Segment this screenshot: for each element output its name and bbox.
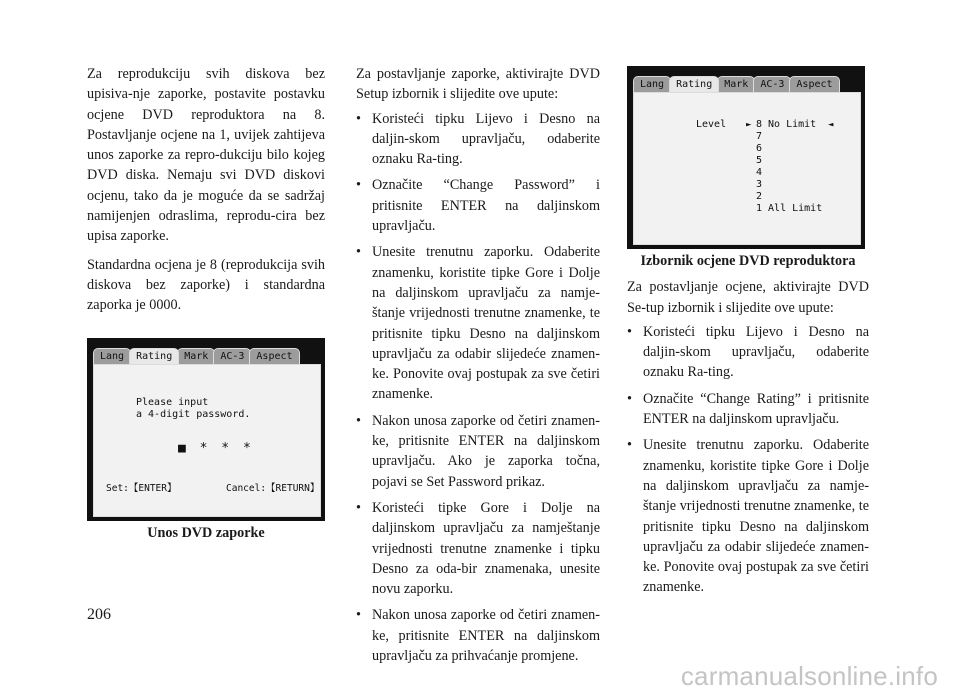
list-item: • Označite “Change Password” i pritisnite ENTER na daljinskom upravljaču. bbox=[356, 177, 600, 235]
tab-aspect[interactable]: Aspect bbox=[249, 348, 299, 364]
caption-password-entry: Unos DVD zaporke bbox=[147, 524, 265, 541]
figure-password-entry bbox=[87, 338, 325, 543]
list-item: • Koristeći tipku Lijevo i Desno na daljin-skom upravljaču, odaberite oznaku Ra-ting. bbox=[356, 110, 600, 168]
list-item: • Označite “Change Rating” i pritisnite ENTER na daljinskom upravljaču. bbox=[627, 390, 869, 428]
password-intro: Za postavljanje zaporke, aktivirajte DVD Setup izbornik i slijedite ove upute: bbox=[356, 66, 600, 103]
password-digits[interactable]: ■ * * * bbox=[178, 440, 254, 456]
rating-option-8[interactable]: 8 No Limit bbox=[756, 119, 817, 130]
rating-intro: Za postavljanje ocjene, aktivirajte DVD Se-tup izbornik i slijedite ove upute: bbox=[627, 279, 869, 316]
rating-option-1[interactable]: 1 All Limit bbox=[756, 203, 823, 214]
tab-ac3[interactable]: AC-3 bbox=[753, 76, 791, 92]
rating-option-6[interactable]: 6 bbox=[756, 143, 763, 154]
rating-option-2[interactable]: 2 bbox=[756, 191, 763, 202]
tab-bar bbox=[93, 348, 298, 364]
rating-panel bbox=[633, 92, 861, 245]
rating-screen bbox=[627, 66, 865, 249]
column-left bbox=[87, 64, 325, 543]
paragraph-rating-info: Za reprodukciju svih diskova bez upisiva-nje zaporke, postavite postavku ocjene DVD reproduktora na 8. Postavljanje ocjene na 1, uvijek zahtijeva unos zaporke za repro-dukciju bilo kojeg DVD diska. Nemaju svi DVD diskovi ocjenu, tako da je moguće da se sadržaj namijenjen odraslima, reprodu-cira bez upisa zaporke. bbox=[87, 66, 325, 245]
level-label: Level bbox=[696, 119, 727, 130]
column-middle bbox=[356, 64, 600, 672]
password-screen bbox=[87, 338, 325, 521]
tab-aspect[interactable]: Aspect bbox=[789, 76, 839, 92]
tab-mark[interactable]: Mark bbox=[717, 76, 755, 92]
selector-right-arrow-icon: ► bbox=[746, 120, 752, 130]
rating-option-4[interactable]: 4 bbox=[756, 167, 763, 178]
figure-rating-menu bbox=[627, 66, 869, 271]
prompt-line-2: a 4-digit password. bbox=[136, 408, 251, 420]
tab-ac3[interactable]: AC-3 bbox=[213, 348, 251, 364]
page-number: 206 bbox=[87, 606, 111, 623]
set-hint: Set:【ENTER】 bbox=[106, 482, 177, 494]
tab-lang[interactable]: Lang bbox=[93, 348, 131, 364]
tab-rating[interactable]: Rating bbox=[129, 348, 179, 364]
list-item: • Nakon unosa zaporke od četiri znamen-ke, pritisnite ENTER na daljinskom upravljaču za prihvaćanje promjene. bbox=[356, 607, 600, 665]
footer-watermark: carmanualsonline.info bbox=[680, 661, 938, 691]
paragraph-default-rating: Standardna ocjena je 8 (reprodukcija svih diskova bez zaporke) i standardna zaporka je 0000. bbox=[87, 256, 325, 314]
list-item: • Nakon unosa zaporke od četiri znamen-ke, pritisnite ENTER na daljinskom upravljaču. Ako je zaporka točna, pojavi se Set Password prikaz. bbox=[356, 412, 600, 490]
rating-option-3[interactable]: 3 bbox=[756, 179, 763, 190]
cancel-hint: Cancel:【RETURN】 bbox=[226, 482, 320, 494]
tab-lang[interactable]: Lang bbox=[633, 76, 671, 92]
tab-mark[interactable]: Mark bbox=[177, 348, 215, 364]
column-right bbox=[627, 66, 869, 604]
list-item: • Koristeći tipke Gore i Dolje na daljinskom upravljaču za namještanje vrijednosti trenutne znamenke i tipku Desno za oda-bir znamenaka, unesite novu zaporku. bbox=[356, 499, 600, 598]
password-panel bbox=[93, 364, 321, 517]
tab-bar bbox=[633, 76, 838, 92]
selector-left-arrow-icon: ◄ bbox=[828, 120, 834, 130]
prompt-line-1: Please input bbox=[136, 396, 209, 408]
rating-option-5[interactable]: 5 bbox=[756, 155, 763, 166]
list-item: • Unesite trenutnu zaporku. Odaberite znamenku, koristite tipke Gore i Dolje na daljinskom upravljaču za namje-štanje vrijednosti trenutne znamenke, te pritisnite tipku Desno na daljinskom upravljaču za odabir slijedeće znamen-ke. Ponovite ovaj postupak za sve četiri znamenke. bbox=[356, 244, 600, 403]
list-item: • Unesite trenutnu zaporku. Odaberite znamenku, koristite tipke Gore i Dolje na daljinskom upravljaču za namje-štanje vrijednosti trenutne znamenke, te pritisnite tipku Desno na daljinskom upravljaču za odabir slijedeće znamen-ke. Ponovite ovaj postupak za sve četiri znamenke. bbox=[627, 437, 869, 596]
list-item: • Koristeći tipku Lijevo i Desno na daljin-skom upravljaču, odaberite oznaku Ra-ting. bbox=[627, 323, 869, 381]
tab-rating[interactable]: Rating bbox=[669, 76, 719, 92]
rating-option-7[interactable]: 7 bbox=[756, 131, 763, 142]
caption-rating-menu: Izbornik ocjene DVD reproduktora bbox=[640, 253, 856, 269]
